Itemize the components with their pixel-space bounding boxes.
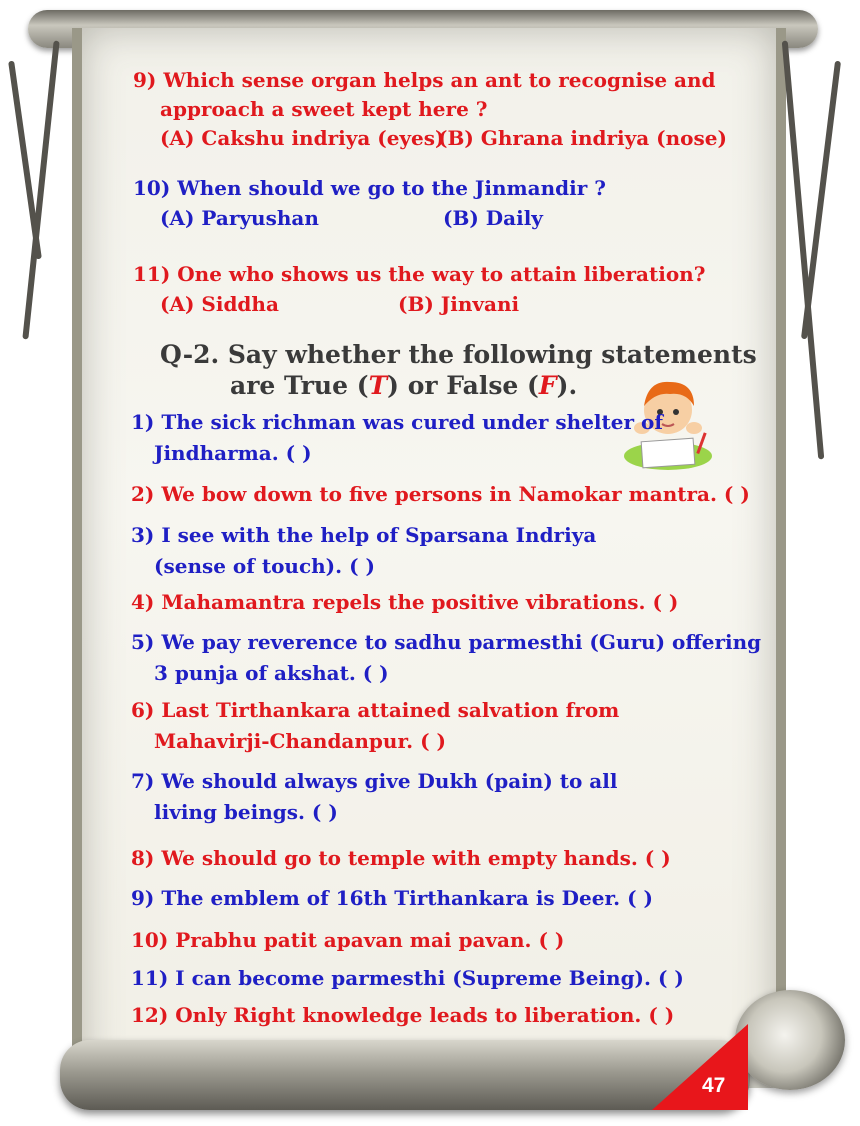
heading-middle: ) or False ( <box>387 371 539 400</box>
statement-1-line-2: Jindharma. ( ) <box>154 441 312 465</box>
mcq-9-option-a: (A) Cakshu indriya (eyes) <box>160 126 445 150</box>
mcq-11-option-a: (A) Siddha <box>160 292 279 316</box>
heading-prefix: are True ( <box>230 371 369 400</box>
section-heading-line-2 <box>230 371 577 400</box>
statement-6-line-2: Mahavirji-Chandanpur. ( ) <box>154 729 446 753</box>
true-mark: T <box>368 371 388 400</box>
statement-7-line-2: living beings. ( ) <box>154 800 338 824</box>
statement-10: 10) Prabhu patit apavan mai pavan. ( ) <box>131 928 565 952</box>
statement-8: 8) We should go to temple with empty hands. ( ) <box>131 846 671 870</box>
mcq-10-line-1: 10) When should we go to the Jinmandir ? <box>133 176 606 200</box>
statement-11: 11) I can become parmesthi (Supreme Being). ( ) <box>131 966 684 990</box>
page-number: 47 <box>702 1074 726 1097</box>
statement-12: 12) Only Right knowledge leads to liberation. ( ) <box>131 1003 675 1027</box>
statement-4: 4) Mahamantra repels the positive vibrations. ( ) <box>131 590 679 614</box>
statement-6-line-1: 6) Last Tirthankara attained salvation from <box>131 698 620 722</box>
mcq-10-option-a: (A) Paryushan <box>160 206 319 230</box>
section-heading-line-1: Q-2. Say whether the following statements <box>160 340 757 369</box>
mcq-10-option-b: (B) Daily <box>443 206 543 230</box>
statement-7-line-1: 7) We should always give Dukh (pain) to all <box>131 769 618 793</box>
statement-2: 2) We bow down to five persons in Namokar mantra. ( ) <box>131 482 750 506</box>
heading-suffix: ). <box>556 371 578 400</box>
mcq-9-line-1: 9) Which sense organ helps an ant to recognise and <box>133 68 716 92</box>
statement-5-line-1: 5) We pay reverence to sadhu parmesthi (Guru) offering <box>131 630 762 654</box>
mcq-11-line-1: 11) One who shows us the way to attain liberation? <box>133 262 706 286</box>
statement-3-line-2: (sense of touch). ( ) <box>154 554 375 578</box>
statement-1-line-1: 1) The sick richman was cured under shelter of <box>131 410 663 434</box>
mcq-11-option-b: (B) Jinvani <box>398 292 520 316</box>
statement-9: 9) The emblem of 16th Tirthankara is Deer. ( ) <box>131 886 653 910</box>
statement-3-line-1: 3) I see with the help of Sparsana Indriya <box>131 523 597 547</box>
statement-5-line-2: 3 punja of akshat. ( ) <box>154 661 389 685</box>
mcq-9-line-2: approach a sweet kept here ? <box>160 97 488 121</box>
page-number-badge <box>652 1024 748 1110</box>
mcq-9-option-b: (B) Ghrana indriya (nose) <box>438 126 727 150</box>
false-mark: F <box>538 371 557 400</box>
